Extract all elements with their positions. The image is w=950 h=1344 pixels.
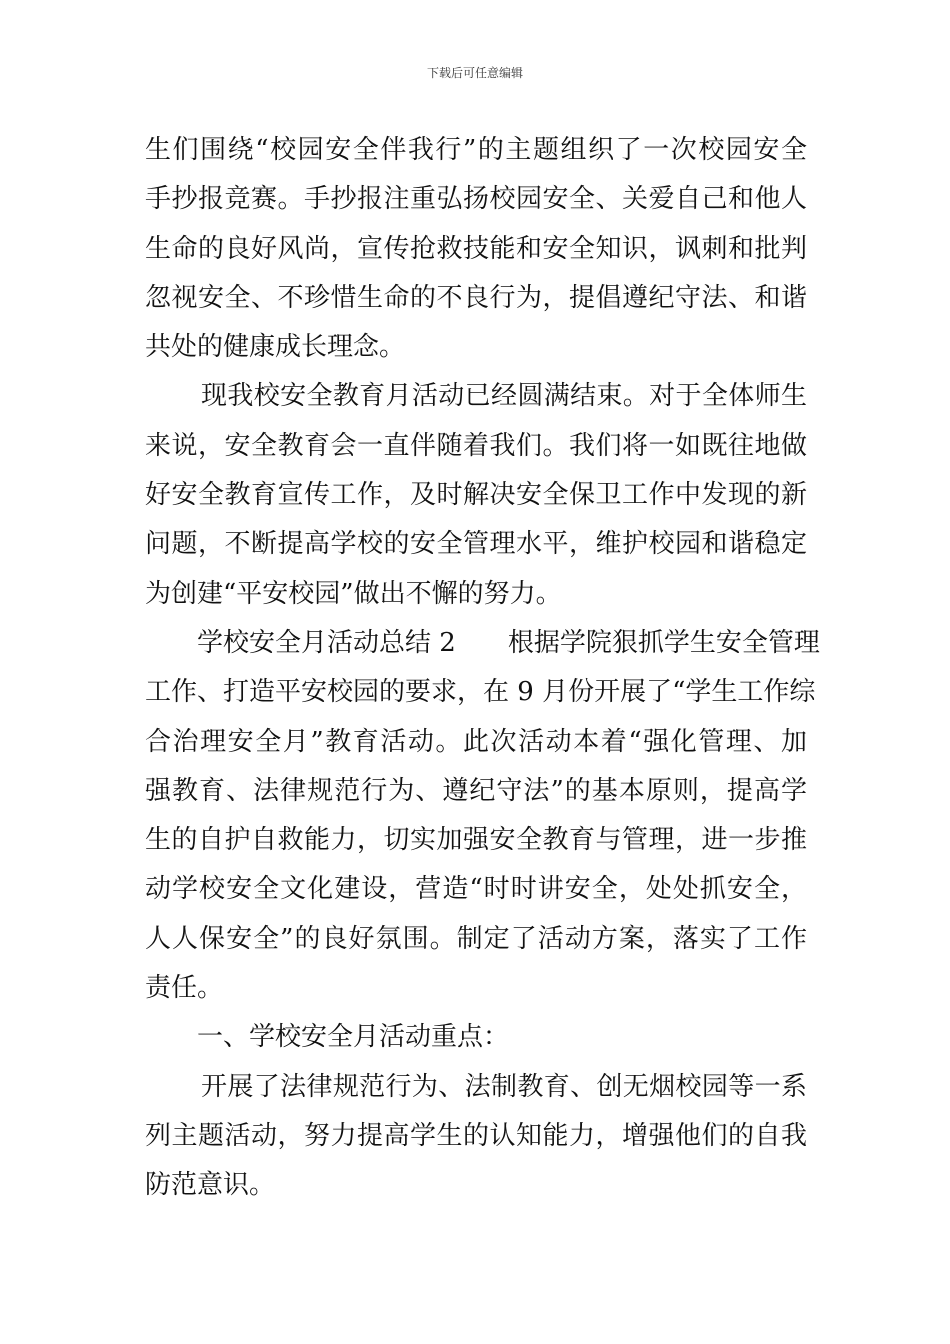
text-line: 动学校安全文化建设，营造“时时讲安全，处处抓安全， — [145, 874, 807, 905]
paragraph-1 — [145, 126, 807, 372]
text-line: 忽视安全、不珍惜生命的不良行为，提倡遵纪守法、和谐 — [145, 282, 807, 313]
section-title: 学校安全月活动总结 2 — [197, 627, 456, 658]
text-line: 工作、打造平安校园的要求，在 9 月份开展了“学生工作综 — [145, 677, 816, 708]
text-line — [145, 619, 820, 668]
text-line: 责任。 — [145, 973, 224, 1004]
paragraph-5 — [145, 1063, 807, 1211]
text-line: 防范意识。 — [145, 1170, 276, 1201]
text-line: 手抄报竞赛。手抄报注重弘扬校园安全、关爱自己和他人 — [145, 184, 807, 215]
text-line: 开展了法律规范行为、法制教育、创无烟校园等一系 — [201, 1071, 807, 1102]
text-line: 合治理安全月”教育活动。此次活动本着“强化管理、加 — [145, 726, 807, 757]
section-heading: 一、学校安全月活动重点： — [197, 1022, 510, 1053]
text-line: 强教育、法律规范行为、遵纪守法”的基本原则，提高学 — [145, 775, 807, 806]
text-line: 生们围绕“校园安全伴我行”的主题组织了一次校园安全 — [145, 135, 807, 165]
paragraph-4 — [145, 1013, 807, 1062]
document-body — [145, 126, 820, 1211]
text-line: 生命的良好风尚，宣传抢救技能和安全知识，讽刺和批判 — [145, 233, 807, 264]
text-line: 来说，安全教育会一直伴随着我们。我们将一如既往地做 — [145, 430, 807, 461]
text-line: 共处的健康成长理念。 — [145, 332, 406, 363]
text-line: 列主题活动，努力提高学生的认知能力，增强他们的自我 — [145, 1120, 807, 1151]
paragraph-2 — [145, 372, 807, 618]
text-line: 问题，不断提高学校的安全管理水平，维护校园和谐稳定 — [145, 529, 807, 560]
text-line: 人人保安全”的良好氛围。制定了活动方案，落实了工作 — [145, 923, 807, 954]
text-line: 现我校安全教育月活动已经圆满结束。对于全体师生 — [201, 381, 807, 412]
text-line: 为创建“平安校园”做出不懈的努力。 — [145, 578, 562, 609]
text-line: 生的自护自救能力，切实加强安全教育与管理，进一步推 — [145, 825, 807, 856]
text-line: 好安全教育宣传工作，及时解决安全保卫工作中发现的新 — [145, 480, 807, 511]
page-header: 下载后可任意编辑 — [426, 66, 523, 80]
paragraph-3 — [145, 619, 820, 1013]
section-title-continuation: 根据学院狠抓学生安全管理 — [507, 627, 820, 658]
